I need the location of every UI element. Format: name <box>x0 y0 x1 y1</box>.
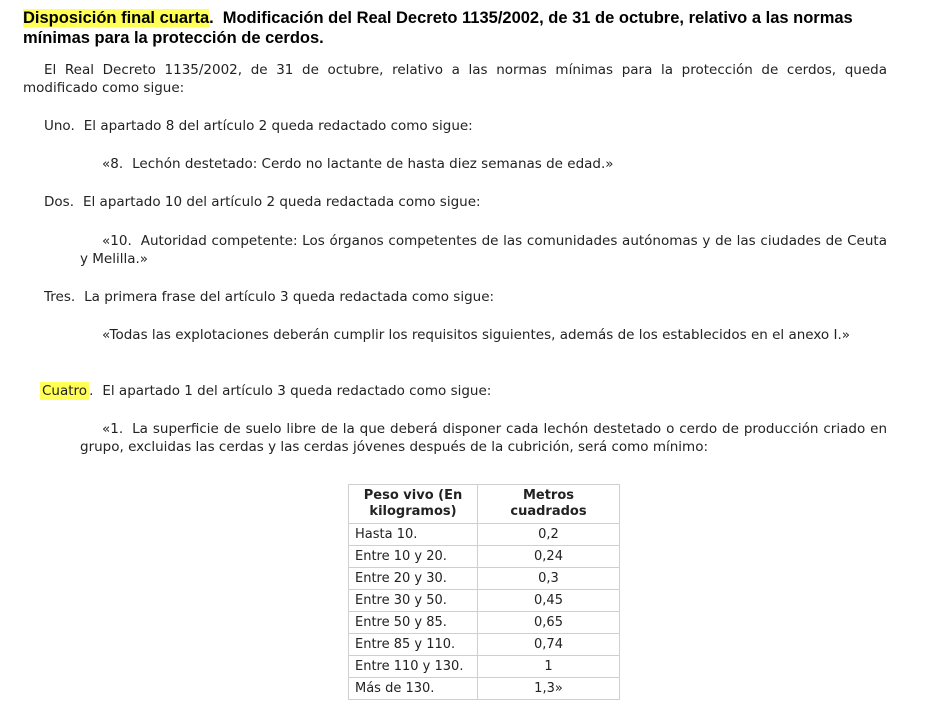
column-header-weight: Peso vivo (En kilogramos) <box>349 485 478 524</box>
table-row <box>349 546 620 568</box>
column-header-area: Metros cuadrados <box>478 485 620 524</box>
quote-text: Lechón destetado: Cerdo no lactante de hasta diez semanas de edad.» <box>132 156 614 172</box>
quote-dos <box>80 233 887 268</box>
section-text: El apartado 1 del artículo 3 queda redactado como sigue: <box>102 383 492 399</box>
section-dos <box>44 194 884 212</box>
weight-cell: Entre 30 y 50. <box>349 590 478 612</box>
section-heading: Disposición final cuarta. Modificación del Real Decreto 1135/2002, de 31 de octubre, relativo a las normas mínimas para la protección de cerdos. <box>23 9 853 47</box>
table-row <box>349 568 620 590</box>
quote-number: «8. <box>102 156 124 172</box>
weight-cell: Hasta 10. <box>349 524 478 546</box>
area-cell: 0,2 <box>478 524 620 546</box>
weight-cell: Entre 50 y 85. <box>349 612 478 634</box>
area-cell: 0,3 <box>478 568 620 590</box>
quote-tres <box>80 327 887 345</box>
area-cell: 0,45 <box>478 590 620 612</box>
weight-cell: Más de 130. <box>349 678 478 700</box>
table-row <box>349 524 620 546</box>
table-row <box>349 634 620 656</box>
table-row <box>349 656 620 678</box>
weight-cell: Entre 10 y 20. <box>349 546 478 568</box>
section-text: El apartado 8 del artículo 2 queda redactado como sigue: <box>83 118 473 134</box>
quote-text: Autoridad competente: Los órganos competentes de las comunidades autónomas y de las ciudades de Ceuta y Melilla.» <box>80 233 887 267</box>
heading-label-highlight: Disposición final cuarta <box>23 9 210 27</box>
table-row <box>349 678 620 700</box>
area-cell: 0,24 <box>478 546 620 568</box>
table-header-row <box>349 485 620 524</box>
area-cell: 1 <box>478 656 620 678</box>
weight-cell: Entre 110 y 130. <box>349 656 478 678</box>
quote-text: «Todas las explotaciones deberán cumplir los requisitos siguientes, además de los establecidos en el anexo I.» <box>102 327 851 343</box>
section-text: La primera frase del artículo 3 queda redactada como sigue: <box>84 289 495 305</box>
area-cell: 0,74 <box>478 634 620 656</box>
weight-cell: Entre 20 y 30. <box>349 568 478 590</box>
quote-text: La superficie de suelo libre de la que deberá disponer cada lechón destetado o cerdo de producción criado en grupo, excluidas las cerdas y las cerdas jóvenes después de la cubrición, será como mínimo: <box>80 421 887 455</box>
section-marker: Tres. <box>44 289 76 305</box>
quote-cuatro <box>80 421 887 456</box>
quote-number: «10. <box>102 233 132 249</box>
section-tres <box>44 289 884 307</box>
section-marker: Dos. <box>44 194 74 210</box>
surface-table <box>348 484 620 700</box>
quote-number: «1. <box>102 421 124 437</box>
area-cell: 1,3» <box>478 678 620 700</box>
intro-paragraph: El Real Decreto 1135/2002, de 31 de octubre, relativo a las normas mínimas para la protección de cerdos, queda modificado como sigue: <box>23 62 887 96</box>
quote-uno <box>80 156 887 174</box>
section-text: El apartado 10 del artículo 2 queda redactada como sigue: <box>82 194 481 210</box>
table-row <box>349 590 620 612</box>
weight-cell: Entre 85 y 110. <box>349 634 478 656</box>
section-marker: Uno. <box>44 118 75 134</box>
section-uno <box>44 118 884 136</box>
area-cell: 0,65 <box>478 612 620 634</box>
section-marker-highlight: Cuatro <box>42 383 88 399</box>
heading-title: Modificación del Real Decreto 1135/2002, de 31 de octubre, relativo a las normas mínimas para la protección de cerdos. <box>23 9 853 47</box>
section-cuatro: Cuatro . El apartado 1 del artículo 3 queda redactado como sigue: <box>42 383 492 399</box>
table-row <box>349 612 620 634</box>
